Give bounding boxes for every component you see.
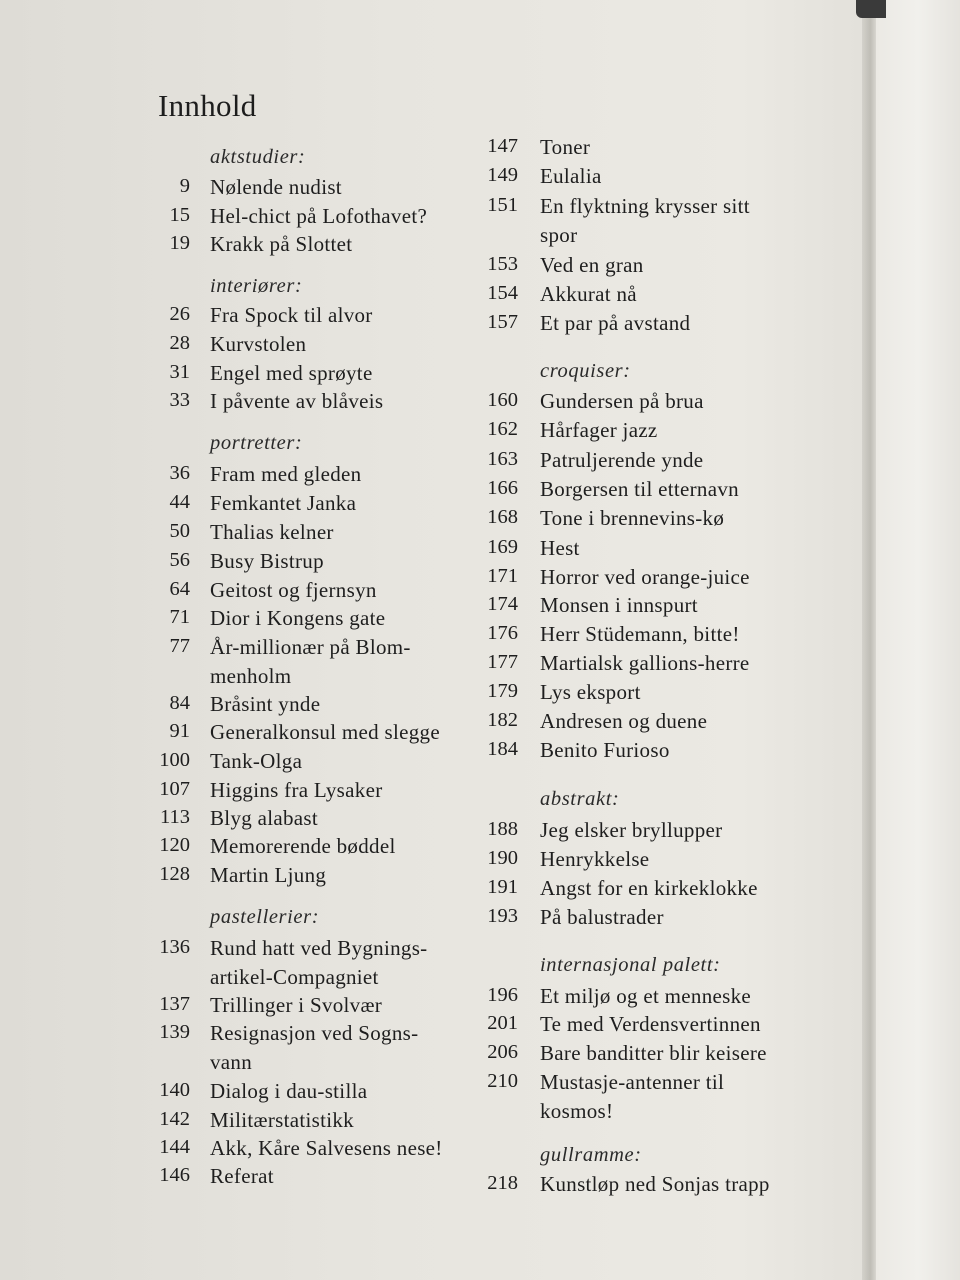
toc-page-number: 218 [487,1172,518,1194]
toc-page-number: 140 [159,1079,190,1101]
toc-page-number: 153 [487,253,518,275]
toc-entry-title: Higgins fra Lysaker [210,778,383,802]
toc-entry-title-continued: menholm [210,664,292,688]
section-heading: abstrakt: [540,788,620,810]
toc-entry-title: Et par på avstand [540,311,691,335]
toc-entry-title: Toner [540,135,591,159]
toc-entry-title: Dior i Kongens gate [210,606,386,630]
toc-entry-title: Patruljerende ynde [540,448,704,472]
toc-page-number: 157 [487,311,518,333]
toc-page-number: 154 [487,282,518,304]
toc-entry-title: Fra Spock til alvor [210,303,373,327]
toc-page-number: 146 [159,1164,190,1186]
toc-entry-title: Bare banditter blir keisere [540,1041,767,1065]
section-heading: croquiser: [540,360,631,382]
toc-entry-title: Bråsint ynde [210,692,321,716]
section-heading: interiører: [210,275,303,297]
toc-page-number: 137 [159,993,190,1015]
adjacent-page [876,0,960,1280]
toc-entry-title: Henrykkelse [540,847,650,871]
toc-page-number: 84 [169,692,190,714]
toc-entry-title: Femkantet Janka [210,491,357,515]
toc-entry-title: Jeg elsker bryllupper [540,818,723,842]
toc-entry-title: Lys eksport [540,680,641,704]
toc-page-number: 19 [169,232,190,254]
toc-page-number: 9 [179,175,190,197]
toc-page-number: 193 [487,905,518,927]
toc-entry-title: Generalkonsul med slegge [210,720,440,744]
toc-page-number: 147 [487,135,518,157]
toc-entry-title: Herr Stüdemann, bitte! [540,622,740,646]
toc-page-number: 33 [169,389,190,411]
toc-entry-title: Et miljø og et menneske [540,984,752,1008]
toc-page-number: 182 [487,709,518,731]
toc-entry-title: Hårfager jazz [540,418,658,442]
toc-entry-title: Ved en gran [540,253,644,277]
toc-entry-title: Hel-chict på Lofothavet? [210,204,428,228]
toc-entry-title: Borgersen til etternavn [540,477,739,501]
toc-page-number: 28 [169,332,190,354]
toc-entry-title: Akk, Kåre Salvesens nese! [210,1136,443,1160]
toc-entry-title: Angst for en kirkeklokke [540,876,758,900]
toc-entry-title: Te med Verdensvertinnen [540,1012,761,1036]
toc-page-number: 15 [169,204,190,226]
toc-entry-title: Nølende nudist [210,175,342,199]
book-gutter-edge [862,0,876,1280]
toc-page-number: 191 [487,876,518,898]
section-heading: portretter: [210,432,303,454]
toc-page-number: 91 [169,720,190,742]
toc-page-number: 64 [169,578,190,600]
toc-entry-title: Referat [210,1164,274,1188]
toc-entry-title: Trillinger i Svolvær [210,993,383,1017]
toc-page-number: 177 [487,651,518,673]
toc-page-number: 139 [159,1021,190,1043]
toc-entry-title: Tone i brennevins-kø [540,506,725,530]
toc-entry-title: Martin Ljung [210,863,327,887]
toc-page-number: 169 [487,536,518,558]
toc-page-number: 31 [169,361,190,383]
toc-page-number: 151 [487,194,518,216]
toc-page-number: 162 [487,418,518,440]
toc-entry-title: Memorerende bøddel [210,834,396,858]
toc-page-number: 142 [159,1108,190,1130]
toc-entry-title: Andresen og duene [540,709,708,733]
toc-page-number: 206 [487,1041,518,1063]
toc-page-number: 144 [159,1136,190,1158]
toc-entry-title: År-millionær på Blom- [210,635,411,659]
section-heading: pastellerier: [210,906,320,928]
toc-page-number: 188 [487,818,518,840]
toc-page-number: 196 [487,984,518,1006]
toc-entry-title: Resignasjon ved Sogns- [210,1021,419,1045]
section-heading: gullramme: [540,1144,642,1166]
toc-entry-title: Thalias kelner [210,520,334,544]
toc-entry-title: Martialsk gallions-herre [540,651,750,675]
toc-page-number: 44 [169,491,190,513]
toc-page-number: 100 [159,749,190,771]
toc-entry-title: I påvente av blåveis [210,389,384,413]
toc-page-number: 166 [487,477,518,499]
toc-entry-title: Geitost og fjernsyn [210,578,377,602]
toc-entry-title: Dialog i dau-stilla [210,1079,368,1103]
toc-entry-title-continued: kosmos! [540,1099,614,1123]
toc-entry-title-continued: artikel-Compagniet [210,965,379,989]
toc-entry-title-continued: spor [540,223,578,247]
toc-page-number: 50 [169,520,190,542]
toc-entry-title: På balustrader [540,905,664,929]
toc-page-number: 71 [169,606,190,628]
toc-page-number: 163 [487,448,518,470]
toc-entry-title: Monsen i innspurt [540,593,698,617]
toc-entry-title: Horror ved orange-juice [540,565,750,589]
toc-page-number: 184 [487,738,518,760]
book-cover-corner [856,0,886,18]
toc-entry-title: Rund hatt ved Bygnings- [210,936,428,960]
toc-entry-title: Tank-Olga [210,749,303,773]
toc-page-number: 176 [487,622,518,644]
toc-entry-title: Busy Bistrup [210,549,324,573]
toc-entry-title: Kunstløp ned Sonjas trapp [540,1172,770,1196]
toc-page-number: 201 [487,1012,518,1034]
toc-page-number: 128 [159,863,190,885]
toc-entry-title: Militærstatistikk [210,1108,354,1132]
toc-entry-title: Hest [540,536,580,560]
toc-page-number: 113 [160,806,190,828]
toc-entry-title: En flyktning krysser sitt [540,194,750,218]
toc-page-number: 56 [169,549,190,571]
toc-entry-title: Benito Furioso [540,738,670,762]
toc-page-number: 190 [487,847,518,869]
toc-entry-title: Blyg alabast [210,806,318,830]
toc-page-number: 120 [159,834,190,856]
toc-page-number: 36 [169,462,190,484]
toc-entry-title: Kurvstolen [210,332,307,356]
toc-entry-title: Fram med gleden [210,462,362,486]
section-heading: aktstudier: [210,146,306,168]
toc-page-number: 174 [487,593,518,615]
toc-entry-title: Akkurat nå [540,282,637,306]
toc-page-number: 160 [487,389,518,411]
toc-page-number: 179 [487,680,518,702]
toc-page-number: 107 [159,778,190,800]
toc-page-number: 168 [487,506,518,528]
toc-entry-title: Krakk på Slottet [210,232,353,256]
toc-entry-title: Eulalia [540,164,602,188]
toc-page-number: 171 [487,565,518,587]
toc-page-number: 77 [169,635,190,657]
toc-entry-title: Gundersen på brua [540,389,704,413]
toc-entry-title-continued: vann [210,1050,253,1074]
section-heading: internasjonal palett: [540,954,721,976]
toc-page-number: 210 [487,1070,518,1092]
toc-entry-title: Mustasje-antenner til [540,1070,725,1094]
page-title: Innhold [158,88,257,123]
toc-page-number: 26 [169,303,190,325]
toc-page-number: 136 [159,936,190,958]
toc-page-number: 149 [487,164,518,186]
toc-entry-title: Engel med sprøyte [210,361,373,385]
